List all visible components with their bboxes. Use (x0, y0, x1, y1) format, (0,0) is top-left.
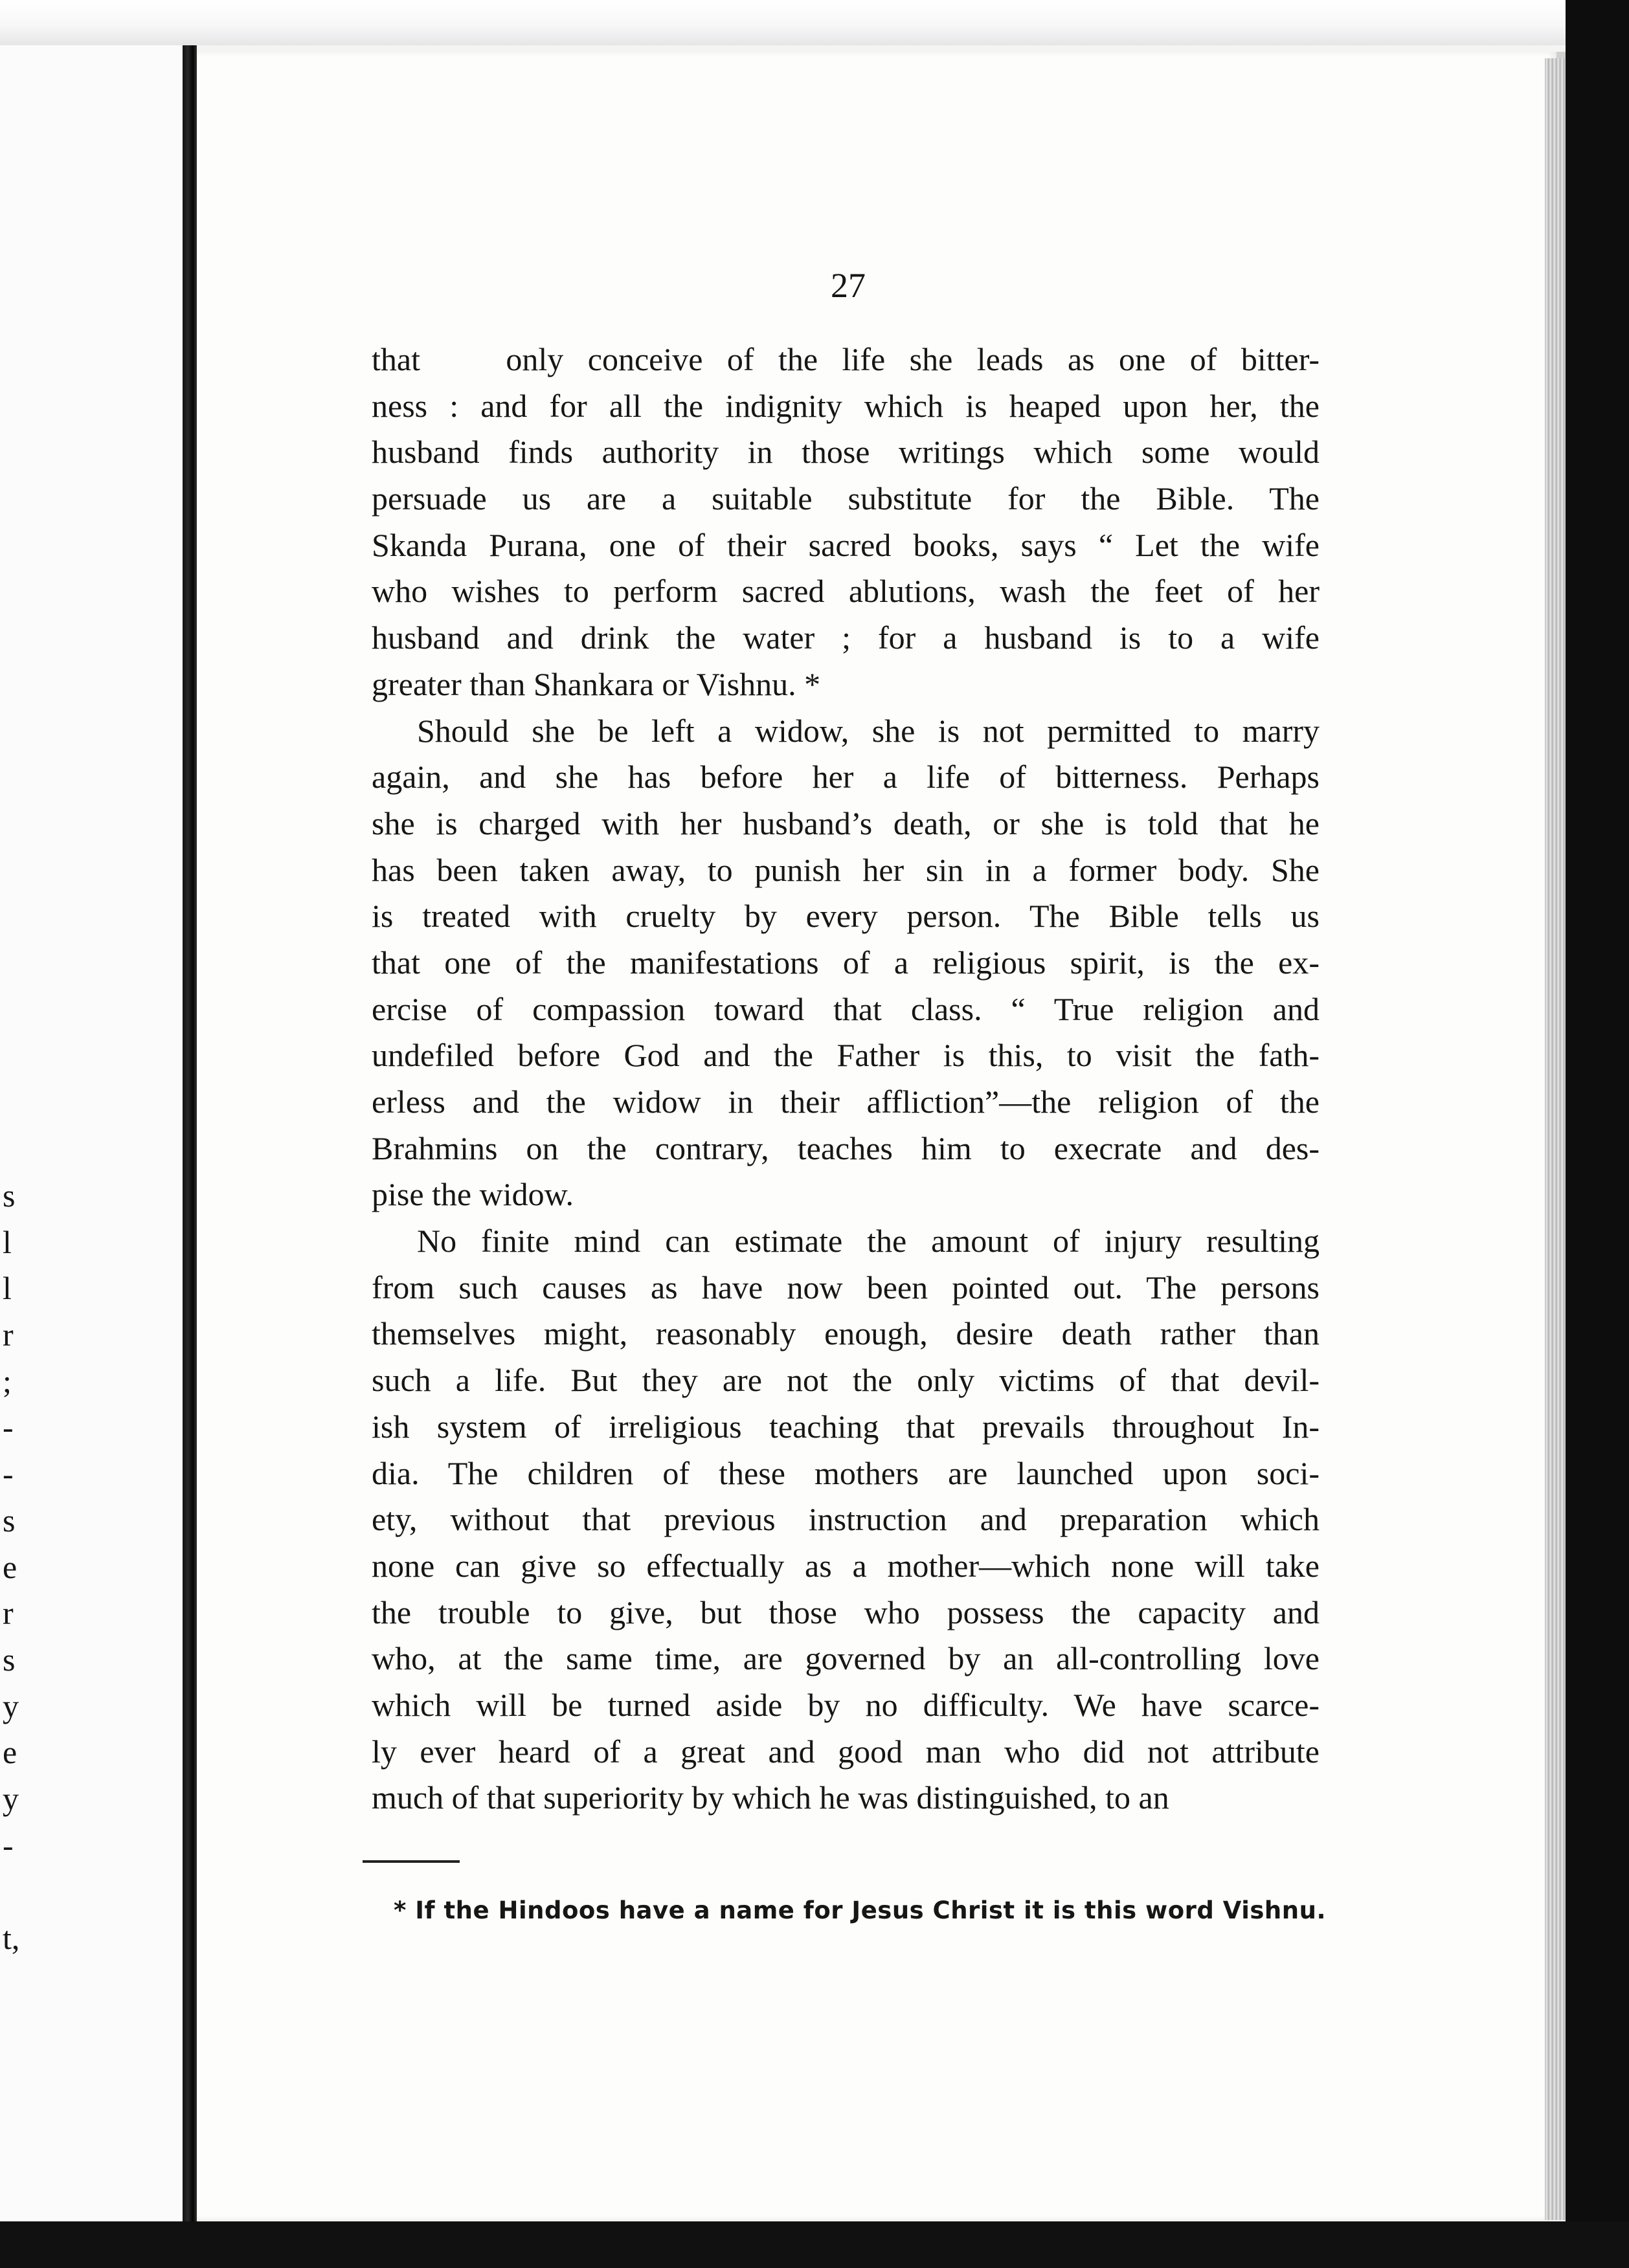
text-line: pise the widow. (372, 1176, 574, 1213)
text-line: again, and she has before her a life of bitterness. Perhaps (372, 759, 1320, 795)
text-line: such a life. But they are not the only victims of that devil- (372, 1362, 1320, 1399)
margin-char: s (3, 1502, 16, 1539)
page-number: 27 (831, 266, 866, 305)
page-edge (1545, 58, 1566, 2220)
text-line: she is charged with her husband’s death, or she is told that he (372, 805, 1320, 841)
text-line: husband and drink the water ; for a husband is to a wife (372, 619, 1320, 656)
text-line: ety, without that previous instruction and preparation which (372, 1501, 1320, 1538)
margin-char: - (3, 1409, 14, 1446)
text-line: the trouble to give, but those who possess the capacity and (372, 1594, 1320, 1630)
margin-char: ; (3, 1362, 12, 1399)
text-line: ish system of irreligious teaching that prevails throughout In- (372, 1408, 1320, 1445)
margin-char: r (3, 1317, 14, 1353)
text-line: from such causes as have now been pointed out. The persons (372, 1269, 1320, 1306)
text-line: is treated with cruelty by every person. The Bible tells us (372, 898, 1320, 935)
text-line: Skanda Purana, one of their sacred books, says “ Let the wife (372, 526, 1320, 563)
text-line: who wishes to perform sacred ablutions, wash the feet of her (372, 573, 1320, 610)
text-line: that one of the manifestations of a religious spirit, is the ex- (372, 944, 1320, 981)
margin-char: - (3, 1827, 14, 1863)
margin-char: e (3, 1734, 17, 1771)
text-line: which will be turned aside by no difficulty. We have scarce- (372, 1686, 1320, 1723)
margin-char (3, 1869, 41, 1915)
text-line: husband finds authority in those writings which some would (372, 434, 1320, 471)
text-line: much of that superiority by which he was distinguished, to an (372, 1779, 1169, 1816)
text-line: persuade us are a suitable substitute for the Bible. The (372, 480, 1320, 517)
scan-frame-bottom (0, 2221, 1629, 2268)
text-line: dia. The children of these mothers are launched upon soci- (372, 1454, 1320, 1491)
footnote: * If the Hindoos have a name for Jesus Christ it is this word Vishnu. (394, 1896, 1327, 1924)
margin-char: e (3, 1548, 17, 1585)
body-text (372, 337, 1320, 1821)
margin-char: r (3, 1595, 14, 1632)
text-line: erless and the widow in their affliction”—the religion of the (372, 1084, 1320, 1120)
footnote-rule (363, 1860, 460, 1863)
text-line: ly ever heard of a great and good man who did not attribute (372, 1733, 1320, 1770)
scan-frame-right (1566, 0, 1629, 2268)
text-line: ness : and for all the indignity which is heaped upon her, the (372, 387, 1320, 424)
margin-char: y (3, 1780, 19, 1817)
text-line: Brahmins on the contrary, teaches him to execrate and des- (372, 1129, 1320, 1166)
margin-char: - (3, 1456, 14, 1493)
text-line: greater than Shankara or Vishnu. * (372, 665, 821, 702)
scan-frame-top (0, 0, 1629, 45)
text-line: has been taken away, to punish her sin in a former body. She (372, 851, 1320, 888)
margin-char: s (3, 1177, 16, 1214)
text-line: Should she be left a widow, she is not permitted to marry (417, 712, 1320, 749)
margin-char: y (3, 1687, 19, 1724)
margin-char: t, (3, 1920, 20, 1956)
margin-char: l (3, 1270, 12, 1307)
text-line: that only conceive of the life she leads as one of bitter- (372, 341, 1320, 377)
margin-char: l (3, 1223, 12, 1260)
book-gutter (183, 45, 197, 2221)
facing-page (0, 45, 189, 2221)
margin-char: s (3, 1641, 16, 1678)
text-line: none can give so effectually as a mother—which none will take (372, 1547, 1320, 1584)
text-line: themselves might, reasonably enough, desire death rather than (372, 1315, 1320, 1352)
text-line: No finite mind can estimate the amount of injury resulting (417, 1223, 1320, 1260)
text-line: undefiled before God and the Father is this, to visit the fath- (372, 1037, 1320, 1074)
facing-page-edge-text (3, 1173, 41, 1962)
text-line: ercise of compassion toward that class. “ True religion and (372, 990, 1320, 1027)
text-line: who, at the same time, are governed by an all-controlling love (372, 1640, 1320, 1677)
